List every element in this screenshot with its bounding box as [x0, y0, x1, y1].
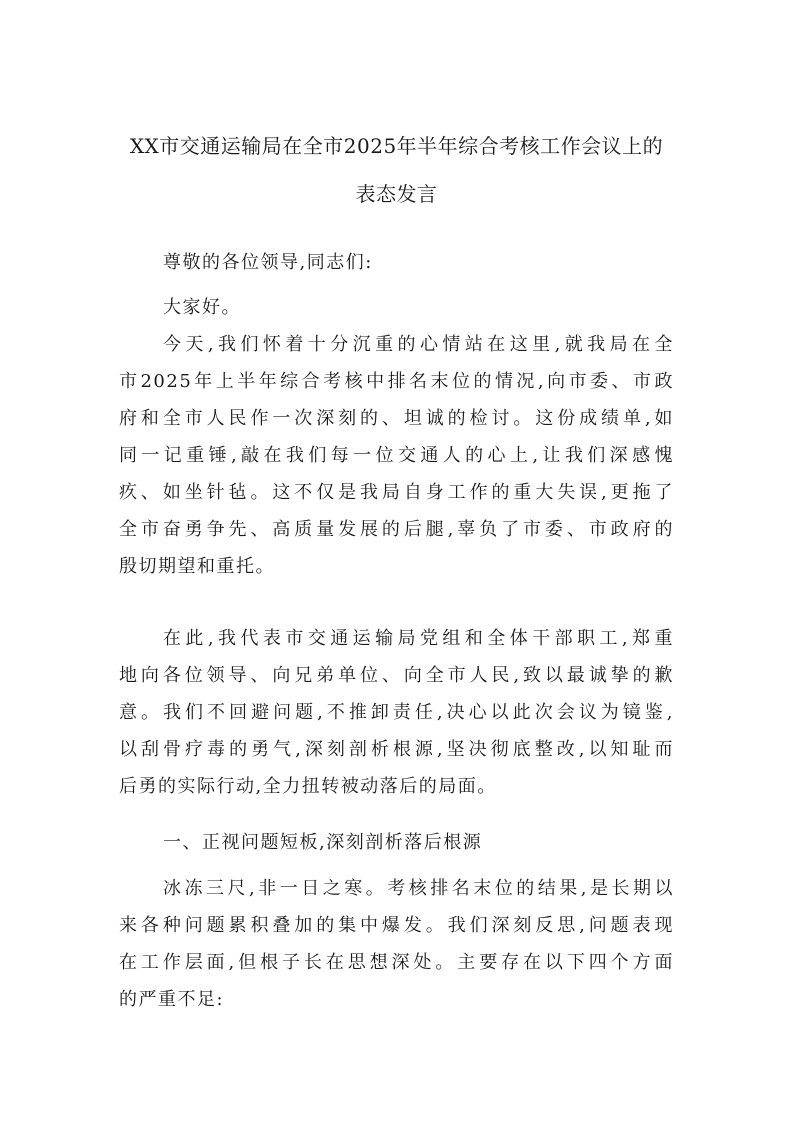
paragraph-1-line: 今天,我们怀着十分沉重的心情站在这里,就我局在全 [163, 334, 674, 355]
document-title-line-1: XX市交通运输局在全市2025年半年综合考核工作会议上的 [129, 134, 664, 158]
paragraph-1-line: 全市奋勇争先、高质量发展的后腿,辜负了市委、市政府的 [119, 519, 674, 540]
paragraph-1-line: 疚、如坐针毡。这不仅是我局自身工作的重大失误,更拖了 [119, 482, 674, 503]
section-paragraph-line: 来各种问题累积叠加的集中爆发。我们深刻反思,问题表现 [119, 915, 674, 936]
paragraph-1-line: 府和全市人民作一次深刻的、坦诚的检讨。这份成绩单,如 [119, 408, 674, 429]
paragraph-2-line: 意。我们不回避问题,不推卸责任,决心以此次会议为镜鉴, [119, 702, 674, 723]
paragraph-1-line: 殷切期望和重托。 [119, 556, 275, 577]
section-paragraph-line: 冰冻三尺,非一日之寒。考核排名末位的结果,是长期以 [163, 878, 674, 899]
salutation: 尊敬的各位领导,同志们: [163, 252, 373, 273]
paragraph-1-line: 同一记重锤,敲在我们每一位交通人的心上,让我们深感愧 [119, 445, 674, 466]
section-paragraph-line: 的严重不足: [119, 989, 225, 1010]
paragraph-1-line: 市2025年上半年综合考核中排名末位的情况,向市委、市政 [119, 371, 674, 392]
paragraph-2 [119, 620, 674, 805]
paragraph-2-line: 在此,我代表市交通运输局党组和全体干部职工,郑重 [163, 628, 674, 649]
section-paragraph [119, 870, 674, 1018]
greeting: 大家好。 [163, 297, 241, 318]
paragraph-2-line: 后勇的实际行动,全力扭转被动落后的局面。 [119, 776, 497, 797]
document-title-line-2: 表态发言 [355, 182, 438, 206]
section-heading: 一、正视问题短板,深刻剖析落后根源 [163, 832, 483, 853]
paragraph-2-line: 地向各位领导、向兄弟单位、向全市人民,致以最诚挚的歉 [119, 665, 674, 686]
paragraph-2-line: 以刮骨疗毒的勇气,深刻剖析根源,坚决彻底整改,以知耻而 [119, 739, 674, 760]
section-paragraph-line: 在工作层面,但根子长在思想深处。主要存在以下四个方面 [119, 952, 674, 973]
paragraph-1 [119, 326, 674, 585]
